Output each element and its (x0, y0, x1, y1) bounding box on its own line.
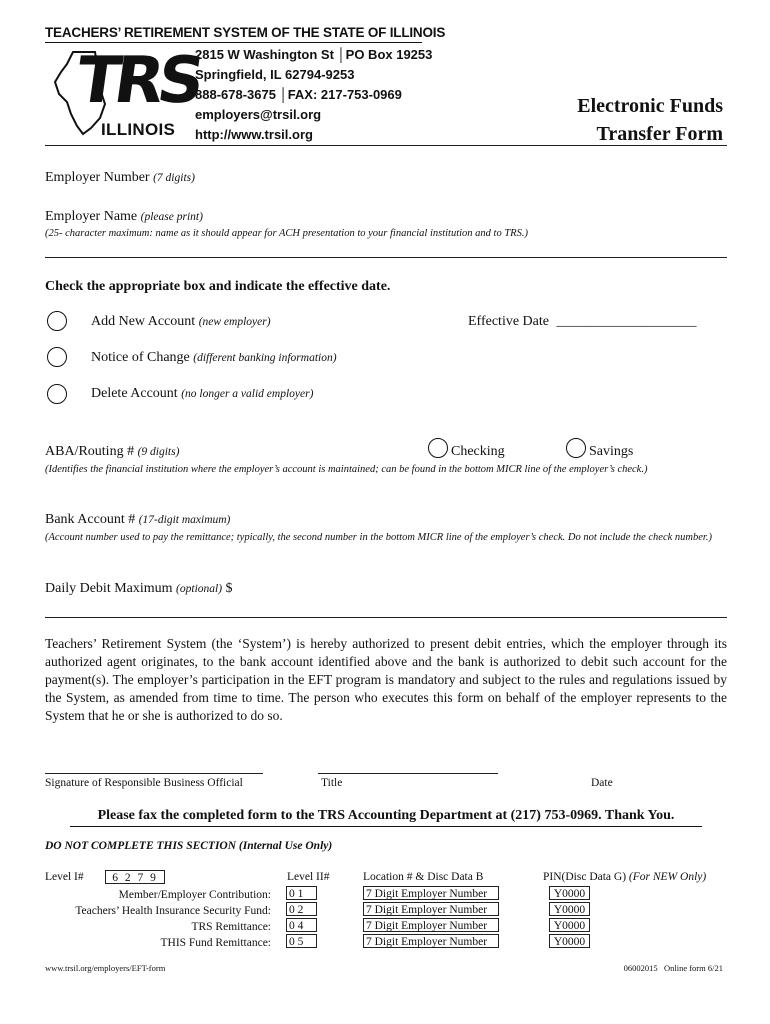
aba-routing-note: (Identifies the financial institution where the employer’s account is maintained; can be found in the bottom MICR line of the employer’s check.) (45, 464, 648, 475)
dollar-sign: $ (225, 581, 233, 596)
aba-routing-field[interactable] (45, 444, 179, 460)
level2-cell: 0 4 (286, 918, 317, 932)
pin-header (543, 871, 706, 883)
signature-label: Signature of Responsible Business Official (45, 777, 243, 789)
location-cell: 7 Digit Employer Number (363, 918, 499, 932)
notice-of-change-hint: (different banking information) (193, 352, 337, 364)
org-name: TEACHERS’ RETIREMENT SYSTEM OF THE STATE OF ILLINOIS (45, 25, 446, 40)
action-heading: Check the appropriate box and indicate the effective date. (45, 279, 391, 294)
date-label: Date (591, 777, 613, 789)
phone-fax: 888-678-3675 │FAX: 217-753-0969 (195, 87, 402, 102)
delete-account-label: Delete Account (91, 386, 178, 401)
title-label: Title (321, 777, 343, 789)
pin-cell: Y0000 (549, 902, 590, 916)
notice-of-change-radio[interactable] (47, 347, 67, 367)
row-label: TRS Remittance: (191, 921, 271, 933)
add-new-account-label: Add New Account (91, 314, 196, 329)
row-label: Member/Employer Contribution: (118, 889, 271, 901)
website-link[interactable]: http://www.trsil.org (195, 127, 313, 142)
effective-date-blank[interactable]: ____________________ (556, 314, 697, 329)
level2-cell: 0 2 (286, 902, 317, 916)
pin-cell: Y0000 (549, 934, 590, 948)
address-line-2: Springfield, IL 62794-9253 (195, 67, 355, 82)
title-line[interactable] (318, 773, 498, 774)
daily-debit-label: Daily Debit Maximum (45, 581, 173, 596)
employer-number-row[interactable] (45, 170, 195, 186)
bank-account-label: Bank Account # (45, 512, 136, 527)
employer-name-row[interactable] (45, 209, 203, 225)
savings-radio[interactable] (566, 438, 586, 458)
form-title (577, 92, 723, 148)
level2-header: Level II# (287, 871, 330, 883)
section-divider-2 (45, 617, 727, 618)
checking-label: Checking (451, 444, 505, 459)
level1-label: Level I# (45, 871, 84, 883)
bank-account-hint: (17-digit maximum) (138, 514, 231, 526)
row-label: THIS Fund Remittance: (160, 937, 271, 949)
daily-debit-field[interactable] (45, 581, 233, 597)
fax-notice-underline (70, 826, 702, 827)
fax-notice: Please fax the completed form to the TRS Accounting Department at (217) 753-0969. Thank You. (97, 808, 675, 823)
bank-account-field[interactable] (45, 512, 230, 528)
location-cell: 7 Digit Employer Number (363, 886, 499, 900)
email-link[interactable]: employers@trsil.org (195, 107, 322, 122)
bank-account-note: (Account number used to pay the remittance; typically, the second number in the bottom MICR line of the employer’s check. Do not include the check number.) (45, 532, 712, 543)
aba-routing-hint: (9 digits) (137, 446, 180, 458)
delete-account-radio[interactable] (47, 384, 67, 404)
pin-cell: Y0000 (549, 886, 590, 900)
level2-cell: 0 1 (286, 886, 317, 900)
form-title-line-2: Transfer Form (596, 123, 723, 145)
address-line-1: 2815 W Washington St │PO Box 19253 (195, 47, 433, 62)
trs-logo (45, 44, 204, 140)
pin-header-label: PIN(Disc Data G) (543, 871, 627, 883)
aba-routing-label: ABA/Routing # (45, 444, 135, 459)
footer-url[interactable]: www.trsil.org/employers/EFT-form (45, 963, 166, 973)
employer-number-hint: (7 digits) (153, 172, 195, 184)
location-header: Location # & Disc Data B (363, 871, 484, 883)
signature-line[interactable] (45, 773, 263, 774)
level2-cell: 0 5 (286, 934, 317, 948)
logo-state: ILLINOIS (101, 120, 176, 139)
pin-header-note: (For NEW Only) (628, 871, 707, 883)
pin-cell: Y0000 (549, 918, 590, 932)
org-name-underline (45, 42, 422, 43)
savings-label: Savings (589, 444, 634, 459)
location-cell: 7 Digit Employer Number (363, 934, 499, 948)
daily-debit-hint: (optional) (176, 583, 223, 595)
row-label: Teachers’ Health Insurance Security Fund: (75, 905, 271, 917)
internal-heading: DO NOT COMPLETE THIS SECTION (Internal Use Only) (45, 840, 333, 852)
logo-text: TRS (71, 44, 204, 118)
location-cell: 7 Digit Employer Number (363, 902, 499, 916)
section-divider-1 (45, 257, 727, 258)
add-new-account-hint: (new employer) (198, 316, 271, 328)
checking-radio[interactable] (428, 438, 448, 458)
employer-name-note: (25- character maximum: name as it should appear for ACH presentation to your financial institution and to TRS.) (45, 228, 528, 239)
effective-date-field[interactable] (468, 314, 696, 330)
form-title-line-1: Electronic Funds (577, 95, 723, 117)
effective-date-label: Effective Date (468, 314, 549, 329)
employer-number-label: Employer Number (45, 170, 150, 185)
footer-version: 06002015 Online form 6/21 (623, 963, 723, 973)
add-new-account-radio[interactable] (47, 311, 67, 331)
delete-account-hint: (no longer a valid employer) (181, 388, 314, 400)
row-labels (75, 887, 271, 951)
employer-name-hint: (please print) (140, 211, 203, 223)
notice-of-change-label: Notice of Change (91, 350, 190, 365)
level1-value: 6 2 7 9 (105, 870, 165, 884)
authorization-text: Teachers’ Retirement System (the ‘System’) is hereby authorized to present debit entries, which the employer through its authorized agent originates, to the bank account identified above and the bank is authorized to debit such account for the payment(s). The employer’s participation in the EFT program is mandatory and subject to the rules and regulations issued by the System, as amended from time to time. The person who executes this form on behalf of the employer represents to the System that he or she is authorized to do so. (45, 636, 727, 723)
employer-name-label: Employer Name (45, 209, 138, 224)
header-divider (45, 145, 727, 146)
